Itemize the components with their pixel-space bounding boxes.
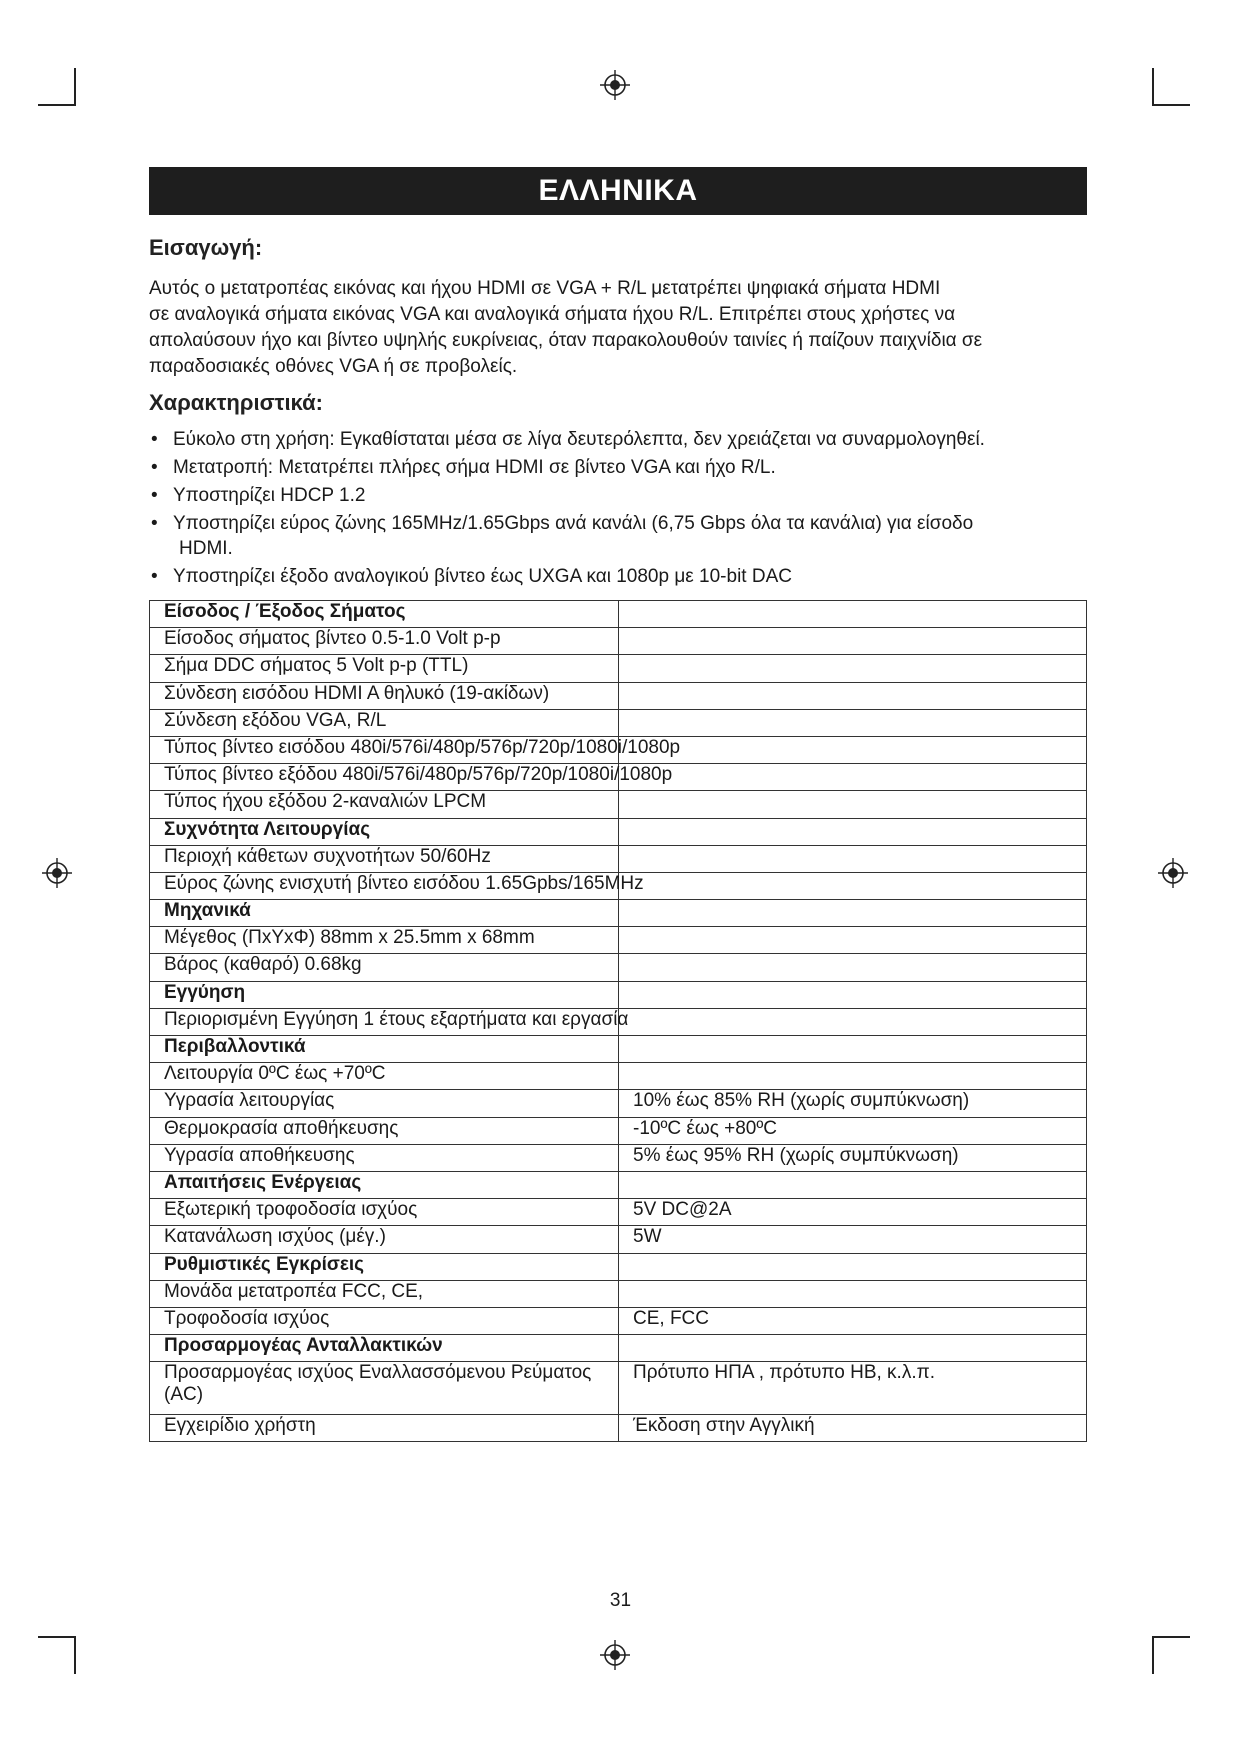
- list-item: • Μετατροπή: Μετατρέπει πλήρες σήμα HDMI σε βίντεο VGA και ήχο R/L.: [149, 455, 1089, 480]
- registration-mark-icon: [42, 858, 72, 888]
- table-row: Μέγεθος (ΠxΥxΦ) 88mm x 25.5mm x 68mm: [150, 927, 1087, 954]
- intro-heading: Εισαγωγή:: [149, 235, 263, 260]
- table-row: Προσαρμογέας ισχύος Εναλλασσόμενου Ρεύματος (AC) Πρότυπο ΗΠΑ , πρότυπο ΗΒ, κ.λ.π.: [150, 1362, 1087, 1415]
- table-row: Μονάδα μετατροπέα FCC, CE,: [150, 1280, 1087, 1307]
- crop-mark-bottom-right-h: [1152, 1636, 1190, 1638]
- table-row: Λειτουργία 0ºC έως +70ºC: [150, 1063, 1087, 1090]
- intro-line: Αυτός ο μετατροπέας εικόνας και ήχου HDMI σε VGA + R/L μετατρέπει ψηφιακά σήματα HDMI: [149, 278, 941, 299]
- table-row: Σήμα DDC σήματος 5 Volt p-p (TTL): [150, 655, 1087, 682]
- spec-table: [149, 600, 1087, 1442]
- table-row-section: Μηχανικά: [150, 900, 1087, 927]
- table-row-section: Προσαρμογέας Ανταλλακτικών: [150, 1335, 1087, 1362]
- table-row: Είσοδος σήματος βίντεο 0.5-1.0 Volt p-p: [150, 628, 1087, 655]
- crop-mark-top-left-h: [38, 104, 76, 106]
- page-number: 31: [609, 1590, 632, 1611]
- table-row-section: Συχνότητα Λειτουργίας: [150, 818, 1087, 845]
- banner-title: ΕΛΛΗΝΙΚΑ: [538, 174, 698, 207]
- table-row: Τροφοδοσία ισχύος CE, FCC: [150, 1307, 1087, 1334]
- intro-line: σε αναλογικά σήματα εικόνας VGA και αναλογικά σήματα ήχου R/L. Επιτρέπει στους χρήστες να: [149, 304, 956, 325]
- crop-mark-bottom-left-v: [74, 1636, 76, 1674]
- table-row-section: Είσοδος / Έξοδος Σήματος: [150, 601, 1087, 628]
- table-row: Εγχειρίδιο χρήστη Έκδοση στην Αγγλική: [150, 1415, 1087, 1442]
- list-item: • Υποστηρίζει εύρος ζώνης 165MHz/1.65Gbps ανά κανάλι (6,75 Gbps όλα τα κανάλια) για είσοδο HDMI.: [149, 511, 1089, 561]
- registration-mark-icon: [600, 70, 630, 100]
- crop-mark-top-left-v: [74, 68, 76, 106]
- registration-mark-icon: [1158, 858, 1188, 888]
- intro-paragraph: [149, 276, 1084, 380]
- table-row: Σύνδεση εξόδου VGA, R/L: [150, 709, 1087, 736]
- crop-mark-bottom-left-h: [38, 1636, 76, 1638]
- crop-mark-top-right-h: [1152, 104, 1190, 106]
- list-item: • Υποστηρίζει έξοδο αναλογικού βίντεο έως UXGA και 1080p με 10-bit DAC: [149, 564, 1089, 589]
- table-row-section: Περιβαλλοντικά: [150, 1036, 1087, 1063]
- table-row: Τύπος βίντεο εξόδου 480i/576i/480p/576p/720p/1080i/1080p: [150, 764, 1087, 791]
- table-row: Εύρος ζώνης ενισχυτή βίντεο εισόδου 1.65Gpbs/165MHz: [150, 872, 1087, 899]
- features-list: [149, 427, 1089, 592]
- table-row: Κατανάλωση ισχύος (μέγ.) 5W: [150, 1226, 1087, 1253]
- crop-mark-bottom-right-v: [1152, 1636, 1154, 1674]
- table-row: Υγρασία λειτουργίας 10% έως 85% RH (χωρίς συμπύκνωση): [150, 1090, 1087, 1117]
- intro-line: παραδοσιακές οθόνες VGA ή σε προβολείς.: [149, 356, 518, 377]
- table-row: Περιορισμένη Εγγύηση 1 έτους εξαρτήματα και εργασία: [150, 1008, 1087, 1035]
- list-item: • Εύκολο στη χρήση: Εγκαθίσταται μέσα σε λίγα δευτερόλεπτα, δεν χρειάζεται να συναρμολογηθεί.: [149, 427, 1089, 452]
- table-row: Τύπος ήχου εξόδου 2-καναλιών LPCM: [150, 791, 1087, 818]
- table-row: Περιοχή κάθετων συχνοτήτων 50/60Hz: [150, 845, 1087, 872]
- table-row: Υγρασία αποθήκευσης 5% έως 95% RH (χωρίς συμπύκνωση): [150, 1144, 1087, 1171]
- table-row: Βάρος (καθαρό) 0.68kg: [150, 954, 1087, 981]
- table-row-section: Ρυθμιστικές Εγκρίσεις: [150, 1253, 1087, 1280]
- language-banner: [149, 167, 1087, 215]
- table-row-section: Απαιτήσεις Ενέργειας: [150, 1171, 1087, 1198]
- registration-mark-icon: [600, 1640, 630, 1670]
- table-row: Θερμοκρασία αποθήκευσης -10ºC έως +80ºC: [150, 1117, 1087, 1144]
- table-row: Τύπος βίντεο εισόδου 480i/576i/480p/576p/720p/1080i/1080p: [150, 736, 1087, 763]
- crop-mark-top-right-v: [1152, 68, 1154, 106]
- list-item: • Υποστηρίζει HDCP 1.2: [149, 483, 1089, 508]
- features-heading: Χαρακτηριστικά:: [149, 390, 323, 415]
- intro-line: απολαύσουν ήχο και βίντεο υψηλής ευκρίνειας, όταν παρακολουθούν ταινίες ή παίζουν παιχνίδια σε: [149, 330, 983, 351]
- table-row: Σύνδεση εισόδου HDMI A θηλυκό (19-ακίδων): [150, 682, 1087, 709]
- table-row-section: Εγγύηση: [150, 981, 1087, 1008]
- table-row: Εξωτερική τροφοδοσία ισχύος 5V DC@2A: [150, 1199, 1087, 1226]
